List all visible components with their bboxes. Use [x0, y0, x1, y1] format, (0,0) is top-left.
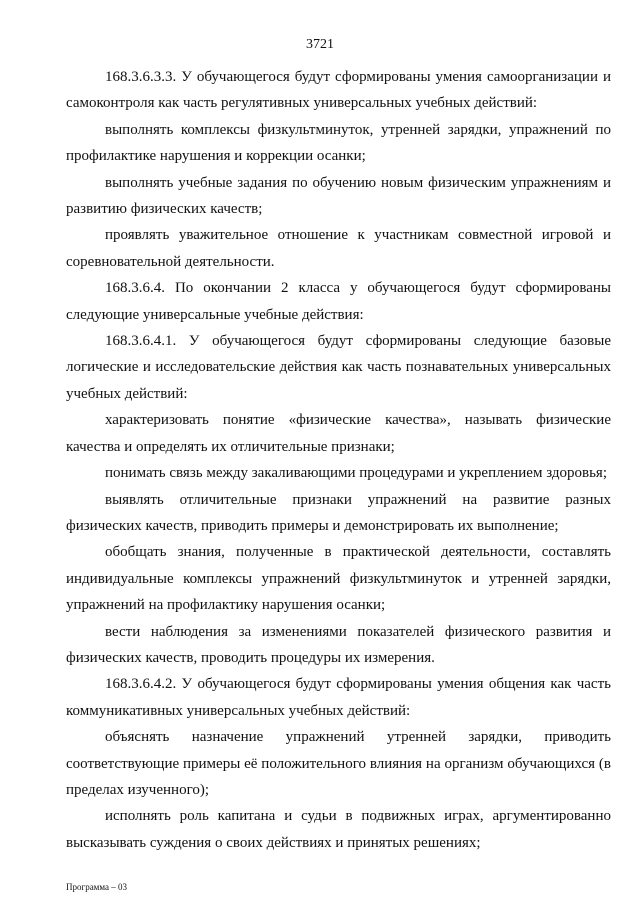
paragraph: 168.3.6.3.3. У обучающегося будут сформированы умения самоорганизации и самоконтроля как часть регулятивных универсальных учебных действий:	[66, 69, 611, 112]
list-item: проявлять уважительное отношение к участникам совместной игровой и соревновательной деятельности.	[66, 227, 611, 270]
list-item: выполнять учебные задания по обучению новым физическим упражнениям и развитию физических качеств;	[66, 174, 611, 218]
paragraph: 168.3.6.4. По окончании 2 класса у обучающегося будут сформированы следующие универсальные учебные действия:	[66, 280, 611, 323]
list-item: объяснять назначение упражнений утренней зарядки, приводить соответствующие примеры её положительного влияния на организм обучающихся (в пределах изученного);	[66, 729, 611, 798]
paragraph: 168.3.6.4.1. У обучающегося будут сформированы следующие базовые логические и исследовательские действия как часть познавательных универсальных учебных действий:	[66, 333, 611, 402]
paragraph: 168.3.6.4.2. У обучающегося будут сформированы умения общения как часть коммуникативных универсальных учебных действий:	[66, 676, 611, 719]
document-body	[66, 64, 611, 856]
list-item: понимать связь между закаливающими процедурами и укреплением здоровья;	[105, 465, 607, 482]
list-item: вести наблюдения за изменениями показателей физического развития и физических качеств, проводить процедуры их измерения.	[66, 623, 611, 666]
list-item: выявлять отличительные признаки упражнений на развитие разных физических качеств, приводить примеры и демонстрировать их выполнение;	[66, 491, 611, 534]
list-item: исполнять роль капитана и судьи в подвижных играх, аргументированно высказывать суждения о своих действиях и принятых решениях;	[66, 808, 611, 851]
list-item: обобщать знания, полученные в практической деятельности, составлять индивидуальные комплексы упражнений физкультминуток и утренней зарядки, упражнений на профилактику нарушения осанки;	[66, 544, 611, 614]
page-number: 3721	[306, 37, 334, 52]
list-item: выполнять комплексы физкультминуток, утренней зарядки, упражнений по профилактике нарушения и коррекции осанки;	[66, 121, 611, 165]
footer-label: Программа – 03	[66, 882, 128, 892]
list-item: характеризовать понятие «физические качества», называть физические качества и определять их отличительные признаки;	[66, 412, 611, 455]
